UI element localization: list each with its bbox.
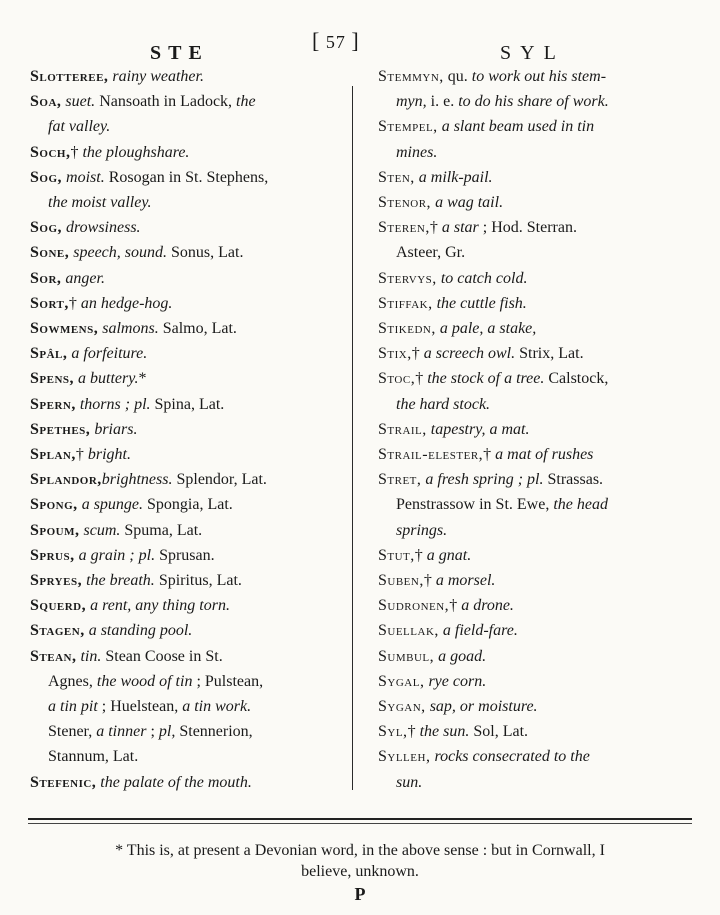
dictionary-entry bbox=[378, 64, 683, 114]
definition: a tin pit bbox=[48, 698, 98, 716]
definition: a milk-pail. bbox=[414, 168, 493, 186]
page-number-value: 57 bbox=[325, 32, 346, 52]
dictionary-entry bbox=[30, 770, 338, 795]
definition: a spunge. bbox=[77, 496, 144, 514]
dictionary-entry bbox=[30, 64, 338, 89]
definition: tapestry, a mat. bbox=[426, 420, 530, 438]
dictionary-entry bbox=[378, 366, 683, 416]
dagger-mark: † bbox=[75, 446, 84, 464]
dictionary-entry bbox=[30, 165, 338, 215]
headword: Steren, bbox=[378, 219, 430, 237]
continuation-line bbox=[378, 492, 683, 517]
definition: briars. bbox=[90, 420, 138, 438]
footnote-rule bbox=[28, 818, 692, 820]
signature-mark: P bbox=[354, 884, 366, 904]
headword: Spryes, bbox=[30, 572, 83, 590]
dagger-mark: † bbox=[423, 572, 432, 590]
dictionary-entry bbox=[378, 694, 683, 719]
definition: the palate of the mouth. bbox=[96, 773, 252, 791]
definition: a standing pool. bbox=[84, 622, 193, 640]
definition: a screech owl. bbox=[419, 345, 516, 363]
dictionary-entry bbox=[30, 366, 338, 391]
left-column bbox=[30, 64, 338, 795]
definition: the hard stock. bbox=[396, 395, 491, 413]
entry-text: Rosogan in St. Stephens, bbox=[104, 168, 269, 186]
dictionary-entry bbox=[30, 417, 338, 442]
definition: bright. bbox=[83, 446, 131, 464]
dictionary-entry bbox=[30, 593, 338, 618]
dagger-mark: † bbox=[414, 546, 423, 564]
definition: a gnat. bbox=[422, 546, 472, 564]
definition: salmons. bbox=[98, 320, 159, 338]
headword: Spethes, bbox=[30, 420, 91, 438]
definition: speech, sound. bbox=[69, 244, 168, 262]
dictionary-entry bbox=[378, 618, 683, 643]
headword: Stiffak, bbox=[378, 294, 433, 312]
entry-text: Stener, bbox=[48, 723, 97, 741]
entry-text: Sonus, Lat. bbox=[167, 244, 244, 262]
definition: rainy weather. bbox=[108, 68, 204, 85]
continuation-line bbox=[378, 89, 683, 114]
dictionary-entry bbox=[30, 316, 338, 341]
definition: a field-fare. bbox=[438, 622, 518, 640]
headword: Spern, bbox=[30, 395, 76, 413]
headword: Slotteree, bbox=[30, 68, 109, 85]
continuation-line bbox=[378, 392, 683, 417]
definition: the stock of a tree. bbox=[423, 370, 545, 388]
headword: Soch, bbox=[30, 143, 71, 161]
dictionary-entry bbox=[378, 417, 683, 442]
dictionary-entry bbox=[30, 89, 338, 139]
continuation-line bbox=[378, 518, 683, 543]
headword: Stean, bbox=[30, 647, 77, 665]
dagger-mark: † bbox=[449, 597, 458, 615]
headword: Spens, bbox=[30, 370, 75, 388]
entry-text: Agnes, bbox=[48, 672, 97, 690]
entry-text: ; bbox=[146, 723, 159, 741]
continuation-line bbox=[378, 770, 683, 795]
definition: anger. bbox=[61, 269, 105, 287]
dictionary-entry bbox=[378, 467, 683, 543]
page-header bbox=[0, 24, 720, 64]
continuation-line bbox=[378, 240, 683, 265]
dictionary-entry bbox=[378, 744, 683, 794]
dictionary-entry bbox=[378, 593, 683, 618]
entry-text: ; Huelstean, bbox=[97, 698, 183, 716]
headword: Stut, bbox=[378, 546, 415, 564]
entry-text: Spiritus, Lat. bbox=[154, 572, 242, 590]
headword: Sor, bbox=[30, 269, 62, 287]
headword: Spoum, bbox=[30, 521, 80, 539]
dictionary-entry bbox=[30, 140, 338, 165]
entry-text: Asteer, Gr. bbox=[396, 244, 466, 262]
dictionary-entry bbox=[378, 719, 683, 744]
definition: a pale, a stake, bbox=[435, 320, 537, 338]
headword: Strail-elester, bbox=[378, 446, 484, 464]
definition: to work out his stem- bbox=[471, 68, 607, 85]
entry-text: ; Hod. Sterran. bbox=[478, 219, 577, 237]
dagger-mark: † bbox=[411, 345, 420, 363]
definition: a fresh spring ; pl. bbox=[421, 471, 544, 489]
headword: Sudronen, bbox=[378, 597, 450, 615]
dictionary-entry bbox=[30, 442, 338, 467]
entry-text: Stennerion, bbox=[175, 723, 253, 741]
dagger-mark: † bbox=[68, 294, 77, 312]
definition: a rent, any thing torn. bbox=[86, 597, 230, 615]
headword: Stenor, bbox=[378, 194, 432, 212]
entry-text: Spongia, Lat. bbox=[143, 496, 233, 514]
headword: Stret, bbox=[378, 471, 422, 489]
definition: a goad. bbox=[434, 647, 487, 665]
definition: sap, or moisture. bbox=[425, 698, 538, 716]
entry-text: Stean Coose in St. bbox=[101, 647, 223, 665]
dagger-mark: † bbox=[483, 446, 492, 464]
definition: the wood of tin bbox=[96, 672, 193, 690]
dictionary-entry bbox=[378, 568, 683, 593]
definition: the bbox=[236, 93, 256, 111]
definition: pl, bbox=[158, 723, 176, 741]
entry-text: Sprusan. bbox=[155, 546, 215, 564]
footnote-line-2: believe, unknown. bbox=[301, 863, 419, 880]
definition: moist. bbox=[62, 168, 105, 186]
entry-text: Stannum, Lat. bbox=[48, 748, 139, 766]
dictionary-entry bbox=[378, 316, 683, 341]
headword: Stagen, bbox=[30, 622, 85, 640]
continuation-line bbox=[30, 669, 338, 694]
definition: a wag tail. bbox=[431, 194, 504, 212]
entry-text: Strix, Lat. bbox=[515, 345, 584, 363]
headword: Stemmyn, bbox=[378, 68, 444, 85]
headword: Sumbul, bbox=[378, 647, 435, 665]
dictionary-entry bbox=[30, 392, 338, 417]
continuation-line bbox=[30, 694, 338, 719]
dictionary-entry bbox=[378, 669, 683, 694]
headword: Squerd, bbox=[30, 597, 87, 615]
headword: Spâl, bbox=[30, 345, 68, 363]
dictionary-entry bbox=[30, 618, 338, 643]
entry-text: Calstock, bbox=[544, 370, 609, 388]
continuation-line bbox=[30, 114, 338, 139]
definition: fat valley. bbox=[48, 118, 111, 136]
definition: a star bbox=[437, 219, 479, 237]
entry-text: qu. bbox=[443, 68, 472, 85]
dictionary-entry bbox=[30, 492, 338, 517]
dictionary-entry bbox=[30, 467, 338, 492]
dictionary-entry bbox=[30, 341, 338, 366]
continuation-line bbox=[30, 744, 338, 769]
headword: Sone, bbox=[30, 244, 70, 262]
headword: Sprus, bbox=[30, 546, 75, 564]
definition: a buttery. bbox=[74, 370, 139, 388]
dictionary-entry bbox=[30, 518, 338, 543]
dagger-mark: † bbox=[70, 143, 79, 161]
footnote-rule-thin bbox=[28, 823, 692, 824]
definition: springs. bbox=[396, 521, 448, 539]
dictionary-entry bbox=[378, 291, 683, 316]
definition: a mat of rushes bbox=[491, 446, 594, 464]
entry-text: Sol, Lat. bbox=[469, 723, 529, 741]
definition: a morsel. bbox=[431, 572, 496, 590]
dictionary-entry bbox=[30, 568, 338, 593]
entry-text: Nansoath in Ladock, bbox=[95, 93, 237, 111]
definition: myn, bbox=[396, 93, 427, 111]
headword: Syl, bbox=[378, 723, 408, 741]
footnote-line-1: * This is, at present a Devonian word, in the above sense : but in Cornwall, I bbox=[115, 842, 605, 859]
definition: a tin work. bbox=[182, 698, 252, 716]
headword: Suellak, bbox=[378, 622, 439, 640]
definition: rocks consecrated to the bbox=[430, 748, 590, 766]
column-divider bbox=[352, 86, 353, 790]
definition: sun. bbox=[396, 773, 423, 791]
dictionary-entry bbox=[30, 543, 338, 568]
dictionary-entry bbox=[378, 266, 683, 291]
dictionary-entry bbox=[378, 165, 683, 190]
headword: Sten, bbox=[378, 168, 415, 186]
headword: Spong, bbox=[30, 496, 78, 514]
headword: Strail, bbox=[378, 420, 427, 438]
entry-text: Splendor, Lat. bbox=[172, 471, 267, 489]
headword: Soa, bbox=[30, 93, 62, 111]
definition: a drone. bbox=[457, 597, 514, 615]
headword: Stoc, bbox=[378, 370, 416, 388]
headword: Sog, bbox=[30, 168, 63, 186]
definition: an hedge-hog. bbox=[76, 294, 173, 312]
definition: a forfeiture. bbox=[67, 345, 148, 363]
entry-text: Penstrassow in St. Ewe, bbox=[396, 496, 554, 514]
headword: Sygal, bbox=[378, 672, 425, 690]
entry-text: Strassas. bbox=[543, 471, 604, 489]
definition: thorns ; pl. bbox=[75, 395, 151, 413]
definition: rye corn. bbox=[424, 672, 487, 690]
headword: Suben, bbox=[378, 572, 424, 590]
dictionary-entry bbox=[30, 291, 338, 316]
continuation-line bbox=[30, 190, 338, 215]
headword: Sowmens, bbox=[30, 320, 99, 338]
definition: mines. bbox=[396, 143, 438, 161]
dictionary-entry bbox=[378, 114, 683, 164]
definition: to do his share of work. bbox=[458, 93, 609, 111]
headword: Splandor, bbox=[30, 471, 102, 489]
headword: Sort, bbox=[30, 294, 69, 312]
entry-text: * bbox=[138, 370, 147, 388]
entry-text: Salmo, Lat. bbox=[158, 320, 237, 338]
definition: a slant beam used in tin bbox=[437, 118, 595, 136]
dictionary-entry bbox=[378, 543, 683, 568]
headword: Sygan, bbox=[378, 698, 426, 716]
definition: the breath. bbox=[82, 572, 155, 590]
entry-text: Spina, Lat. bbox=[150, 395, 225, 413]
dictionary-entry bbox=[378, 644, 683, 669]
definition: tin. bbox=[76, 647, 102, 665]
definition: the ploughshare. bbox=[78, 143, 190, 161]
dagger-mark: † bbox=[407, 723, 416, 741]
headword: Stervys, bbox=[378, 269, 437, 287]
page-number: [ 57 ] bbox=[312, 28, 360, 53]
headword: Stefenic, bbox=[30, 773, 97, 791]
right-column bbox=[378, 64, 683, 795]
headword: Stikedn, bbox=[378, 320, 436, 338]
headword: Stix, bbox=[378, 345, 412, 363]
continuation-line bbox=[30, 719, 338, 744]
dictionary-entry bbox=[30, 644, 338, 770]
definition: the cuttle fish. bbox=[432, 294, 527, 312]
headword: Sylleh, bbox=[378, 748, 431, 766]
left-column-heading: STE bbox=[150, 42, 209, 64]
definition: the sun. bbox=[415, 723, 470, 741]
definition: a tinner bbox=[96, 723, 147, 741]
definition: to catch cold. bbox=[436, 269, 528, 287]
definition: the moist valley. bbox=[48, 194, 152, 212]
dictionary-entry bbox=[30, 240, 338, 265]
dictionary-entry bbox=[378, 442, 683, 467]
entry-text: ; Pulstean, bbox=[192, 672, 264, 690]
headword: Stempel, bbox=[378, 118, 438, 136]
dictionary-entry bbox=[378, 190, 683, 215]
dictionary-entry bbox=[30, 266, 338, 291]
definition: a grain ; pl. bbox=[74, 546, 156, 564]
headword: Splan, bbox=[30, 446, 76, 464]
definition: brightness. bbox=[101, 471, 173, 489]
definition: scum. bbox=[79, 521, 121, 539]
dagger-mark: † bbox=[415, 370, 424, 388]
continuation-line bbox=[378, 140, 683, 165]
headword: Sog, bbox=[30, 219, 63, 237]
right-column-heading: SYL bbox=[500, 42, 565, 64]
dictionary-entry bbox=[30, 215, 338, 240]
dictionary-entry bbox=[378, 341, 683, 366]
footnote bbox=[30, 840, 690, 882]
definition: the head bbox=[553, 496, 608, 514]
dagger-mark: † bbox=[429, 219, 438, 237]
definition: drowsiness. bbox=[62, 219, 141, 237]
entry-text: i. e. bbox=[426, 93, 459, 111]
dictionary-entry bbox=[378, 215, 683, 265]
entry-text: Spuma, Lat. bbox=[120, 521, 203, 539]
definition: suet. bbox=[61, 93, 96, 111]
